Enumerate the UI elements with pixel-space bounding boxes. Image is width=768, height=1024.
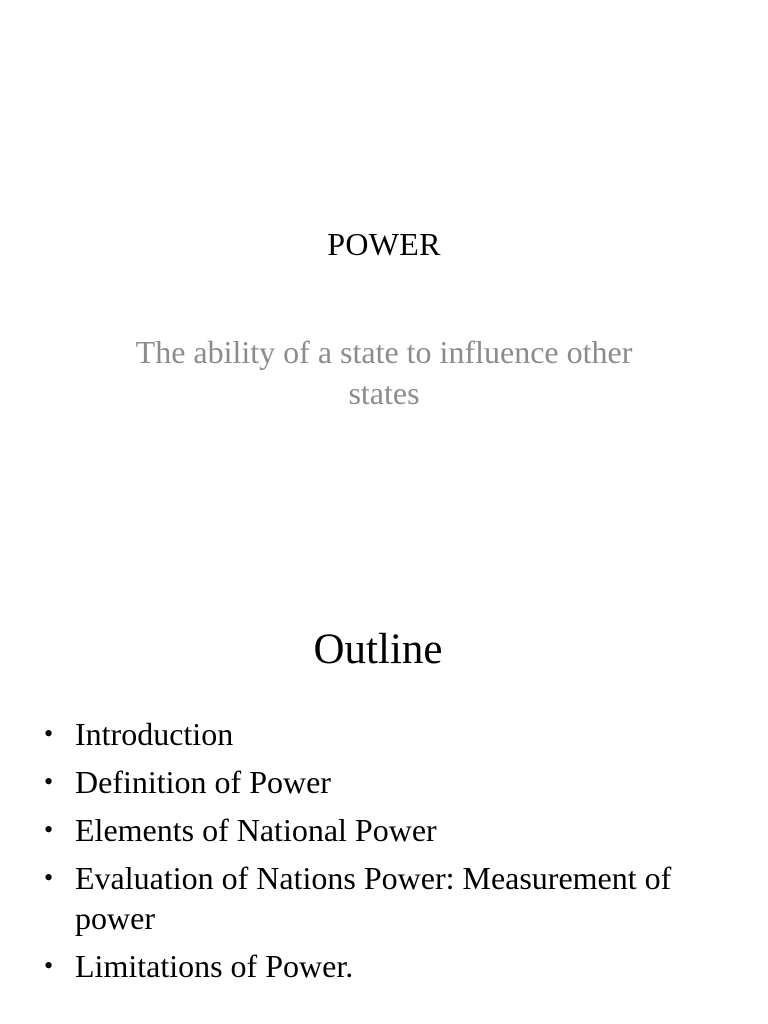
- list-item-text: Elements of National Power: [75, 812, 437, 848]
- bullet-icon: •: [44, 767, 54, 796]
- bullet-icon: •: [44, 863, 54, 892]
- list-item: [0, 762, 768, 802]
- list-item-text: Evaluation of Nations Power: Measurement of power: [75, 860, 672, 936]
- bullet-icon: •: [44, 719, 54, 748]
- list-item: [0, 946, 768, 986]
- list-item: [0, 714, 768, 754]
- list-item-text: Definition of Power: [75, 764, 331, 800]
- bullet-icon: •: [44, 951, 54, 980]
- slide-title: POWER: [327, 226, 441, 262]
- list-item-text: Introduction: [75, 716, 234, 752]
- list-item-text: Limitations of Power.: [75, 948, 354, 984]
- outline-slide: [0, 576, 768, 1024]
- outline-title: Outline: [313, 626, 443, 673]
- outline-list: [0, 714, 768, 994]
- list-item: [0, 810, 768, 850]
- bullet-icon: •: [44, 815, 54, 844]
- list-item: [0, 858, 768, 938]
- slide-subtitle: The ability of a state to influence other states: [135, 334, 633, 411]
